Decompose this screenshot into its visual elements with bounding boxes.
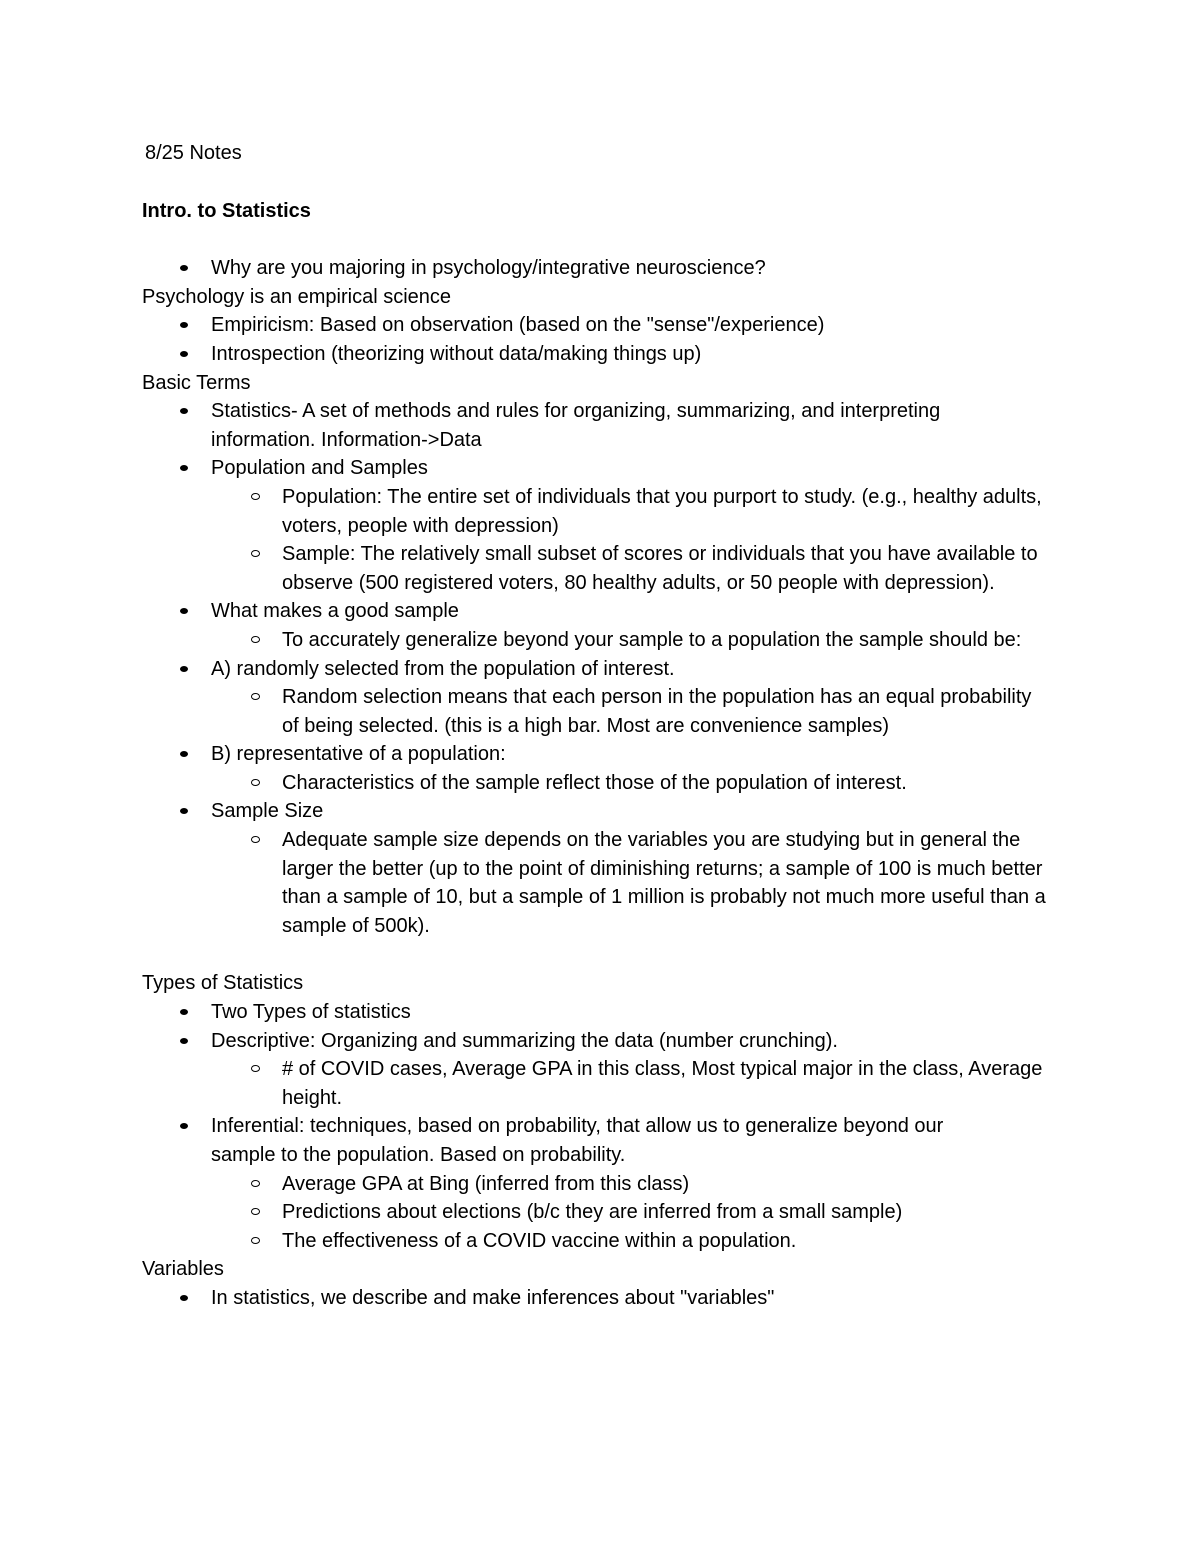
list-item: Statistics- A set of methods and rules for organizing, summarizing, and interpreting information. Information->Data	[142, 397, 1011, 454]
list-item: Inferential: techniques, based on probability, that allow us to generalize beyond our sample to the population. Based on probability.	[142, 1112, 1011, 1169]
intro-list	[142, 254, 1062, 283]
variables-list	[142, 1284, 1062, 1313]
list-item: Descriptive: Organizing and summarizing the data (number crunching).	[142, 1027, 1011, 1056]
list-item: In statistics, we describe and make inferences about "variables"	[142, 1284, 1011, 1313]
date-title: 8/25 Notes	[145, 142, 242, 164]
list-item: Population and Samples	[142, 454, 1011, 483]
psychology-list	[142, 311, 1062, 368]
sub-list-item: The effectiveness of a COVID vaccine within a population.	[142, 1227, 1052, 1256]
sub-list-item: Average GPA at Bing (inferred from this class)	[142, 1170, 1052, 1199]
types-heading: Types of Statistics	[142, 972, 304, 995]
sub-list-item: # of COVID cases, Average GPA in this class, Most typical major in the class, Average height.	[142, 1055, 1052, 1112]
list-item: A) randomly selected from the population of interest.	[142, 655, 1011, 684]
sub-list-item: To accurately generalize beyond your sample to a population the sample should be:	[142, 626, 1052, 655]
list-item: Why are you majoring in psychology/integrative neuroscience?	[142, 254, 1011, 283]
sub-list-item: Random selection means that each person in the population has an equal probability of being selected. (this is a high bar. Most are convenience samples)	[142, 683, 1052, 740]
list-item: Sample Size	[142, 797, 1011, 826]
basic-terms-heading: Basic Terms	[142, 371, 251, 394]
topic-heading: Intro. to Statistics	[142, 199, 311, 222]
sub-list-item: Population: The entire set of individuals that you purport to study. (e.g., healthy adults, voters, people with depression)	[142, 483, 1052, 540]
list-item: Two Types of statistics	[142, 998, 1011, 1027]
sub-list-item: Predictions about elections (b/c they are inferred from a small sample)	[142, 1198, 1052, 1227]
list-item: What makes a good sample	[142, 597, 1011, 626]
variables-heading: Variables	[142, 1258, 224, 1281]
sub-list-item: Adequate sample size depends on the variables you are studying but in general the larger the better (up to the point of diminishing returns; a sample of 100 is much better than a sample of 10, but a sample of 1 million is probably not much more useful than a sample of 500k).	[142, 826, 1052, 940]
psychology-heading: Psychology is an empirical science	[142, 285, 452, 308]
list-item: B) representative of a population:	[142, 740, 1011, 769]
sub-list-item: Sample: The relatively small subset of scores or individuals that you have available to observe (500 registered voters, 80 healthy adults, or 50 people with depression).	[142, 540, 1052, 597]
types-list	[142, 998, 1062, 1255]
document-page	[142, 139, 1062, 1313]
basic-terms-list	[142, 397, 1062, 940]
sub-list-item: Characteristics of the sample reflect those of the population of interest.	[142, 769, 1052, 798]
list-item: Empiricism: Based on observation (based on the "sense"/experience)	[142, 311, 1011, 340]
list-item: Introspection (theorizing without data/making things up)	[142, 340, 1011, 369]
